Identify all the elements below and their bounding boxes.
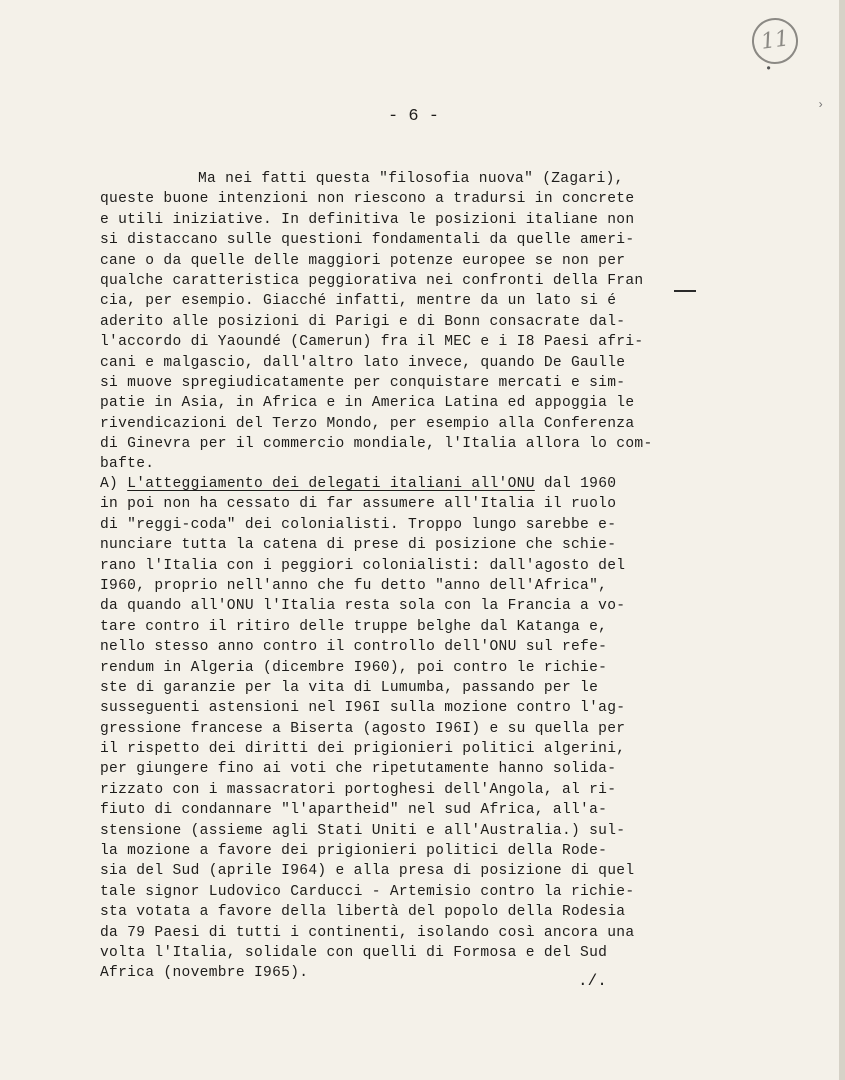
paragraph-intro [100,169,653,475]
text-line: rendum in Algeria (dicembre I960), poi contro le richie- [100,659,608,676]
text-line: l'accordo di Yaoundé (Camerun) fra il MEC e i I8 Paesi afri- [100,334,644,351]
text-line: Africa (novembre I965). [100,965,309,982]
text-line: e utili iniziative. In definitiva le posizioni italiane non [100,211,635,228]
text-line: cia, per esempio. Giacché infatti, mentre da un lato si é [100,293,617,310]
text-line: di Ginevra per il commercio mondiale, l'Italia allora lo com- [100,436,653,453]
ink-tick-mark: › [817,98,825,112]
text-line: ste di garanzie per la vita di Lumumba, passando per le [100,679,599,696]
text-line: il rispetto dei diritti dei prigionieri politici algerini, [100,741,626,758]
text-line: qualche caratteristica peggiorativa nei confronti della Fran [100,272,644,289]
continuation-mark: ./. [578,972,607,990]
text-line: si muove spregiudicatamente per conquistare mercati e sim- [100,374,626,391]
section-heading: L'atteggiamento dei delegati italiani all'ONU [127,476,535,492]
text-line: fiuto di condannare "l'apartheid" nel sud Africa, all'a- [100,802,608,819]
text-line: nello stesso anno contro il controllo dell'ONU sul refe- [100,639,608,656]
text-line: sia del Sud (aprile I964) e alla presa di posizione di quel [100,863,635,880]
text-line: per giungere fino ai voti che ripetutamente hanno solida- [100,761,617,778]
text-line: cani e malgascio, dall'altro lato invece, quando De Gaulle [100,354,626,371]
text-line: nunciare tutta la catena di prese di posizione che schie- [100,537,617,554]
text-line: tare contro il ritiro delle truppe belghe dal Katanga e, [100,618,608,635]
text-line: si distaccano sulle questioni fondamentali da quelle ameri- [100,232,635,249]
text-line-heading [100,474,634,494]
text-line: volta l'Italia, solidale con quelli di Formosa e del Sud [100,944,608,961]
text-line: sta votata a favore della libertà del popolo della Rodesia [100,904,626,921]
text-line: patie in Asia, in Africa e in America Latina ed appoggia le [100,395,635,412]
text-line: Ma nei fatti questa "filosofia nuova" (Zagari), [198,171,624,187]
page-number: - 6 - [388,107,440,126]
text-line: in poi non ha cessato di far assumere all'Italia il ruolo [100,496,617,513]
text-line: rano l'Italia con i peggiori colonialisti: dall'agosto del [100,557,626,574]
text-line: queste buone intenzioni non riescono a tradursi in concrete [100,191,635,208]
text-line: I960, proprio nell'anno che fu detto "anno dell'Africa", [100,577,608,594]
text-line: cane o da quelle delle maggiori potenze europee se non per [100,252,626,269]
heading-rest: dal 1960 [534,476,617,492]
text-line: susseguenti astensioni nel I96I sulla mozione contro l'ag- [100,700,626,717]
text-line: da quando all'ONU l'Italia resta sola con la Francia a vo- [100,598,626,615]
section-label: A) [100,476,128,492]
page-edge [839,0,845,1080]
text-line: rivendicazioni del Terzo Mondo, per esempio alla Conferenza [100,415,635,432]
underline-mark [674,290,696,292]
text-line: da 79 Paesi di tutti i continenti, isolando così ancora una [100,924,635,941]
text-line: la mozione a favore dei prigionieri politici della Rode- [100,843,608,860]
text-line: di "reggi-coda" dei colonialisti. Troppo lungo sarebbe e- [100,516,617,533]
text-line: aderito alle posizioni di Parigi e di Bonn consacrate dal- [100,313,626,330]
text-line: stensione (assieme agli Stati Uniti e all'Australia.) sul- [100,822,626,839]
text-line: bafte. [100,456,155,473]
text-line: rizzato con i massacratori portoghesi dell'Angola, al ri- [100,781,617,798]
paragraph-onu [100,474,634,984]
ink-dot-mark: • [765,62,773,76]
text-line: gressione francese a Biserta (agosto I96I) e su quella per [100,720,626,737]
archive-stamp: 11 [749,15,801,67]
text-line: tale signor Ludovico Carducci - Artemisio contro la richie- [100,883,635,900]
